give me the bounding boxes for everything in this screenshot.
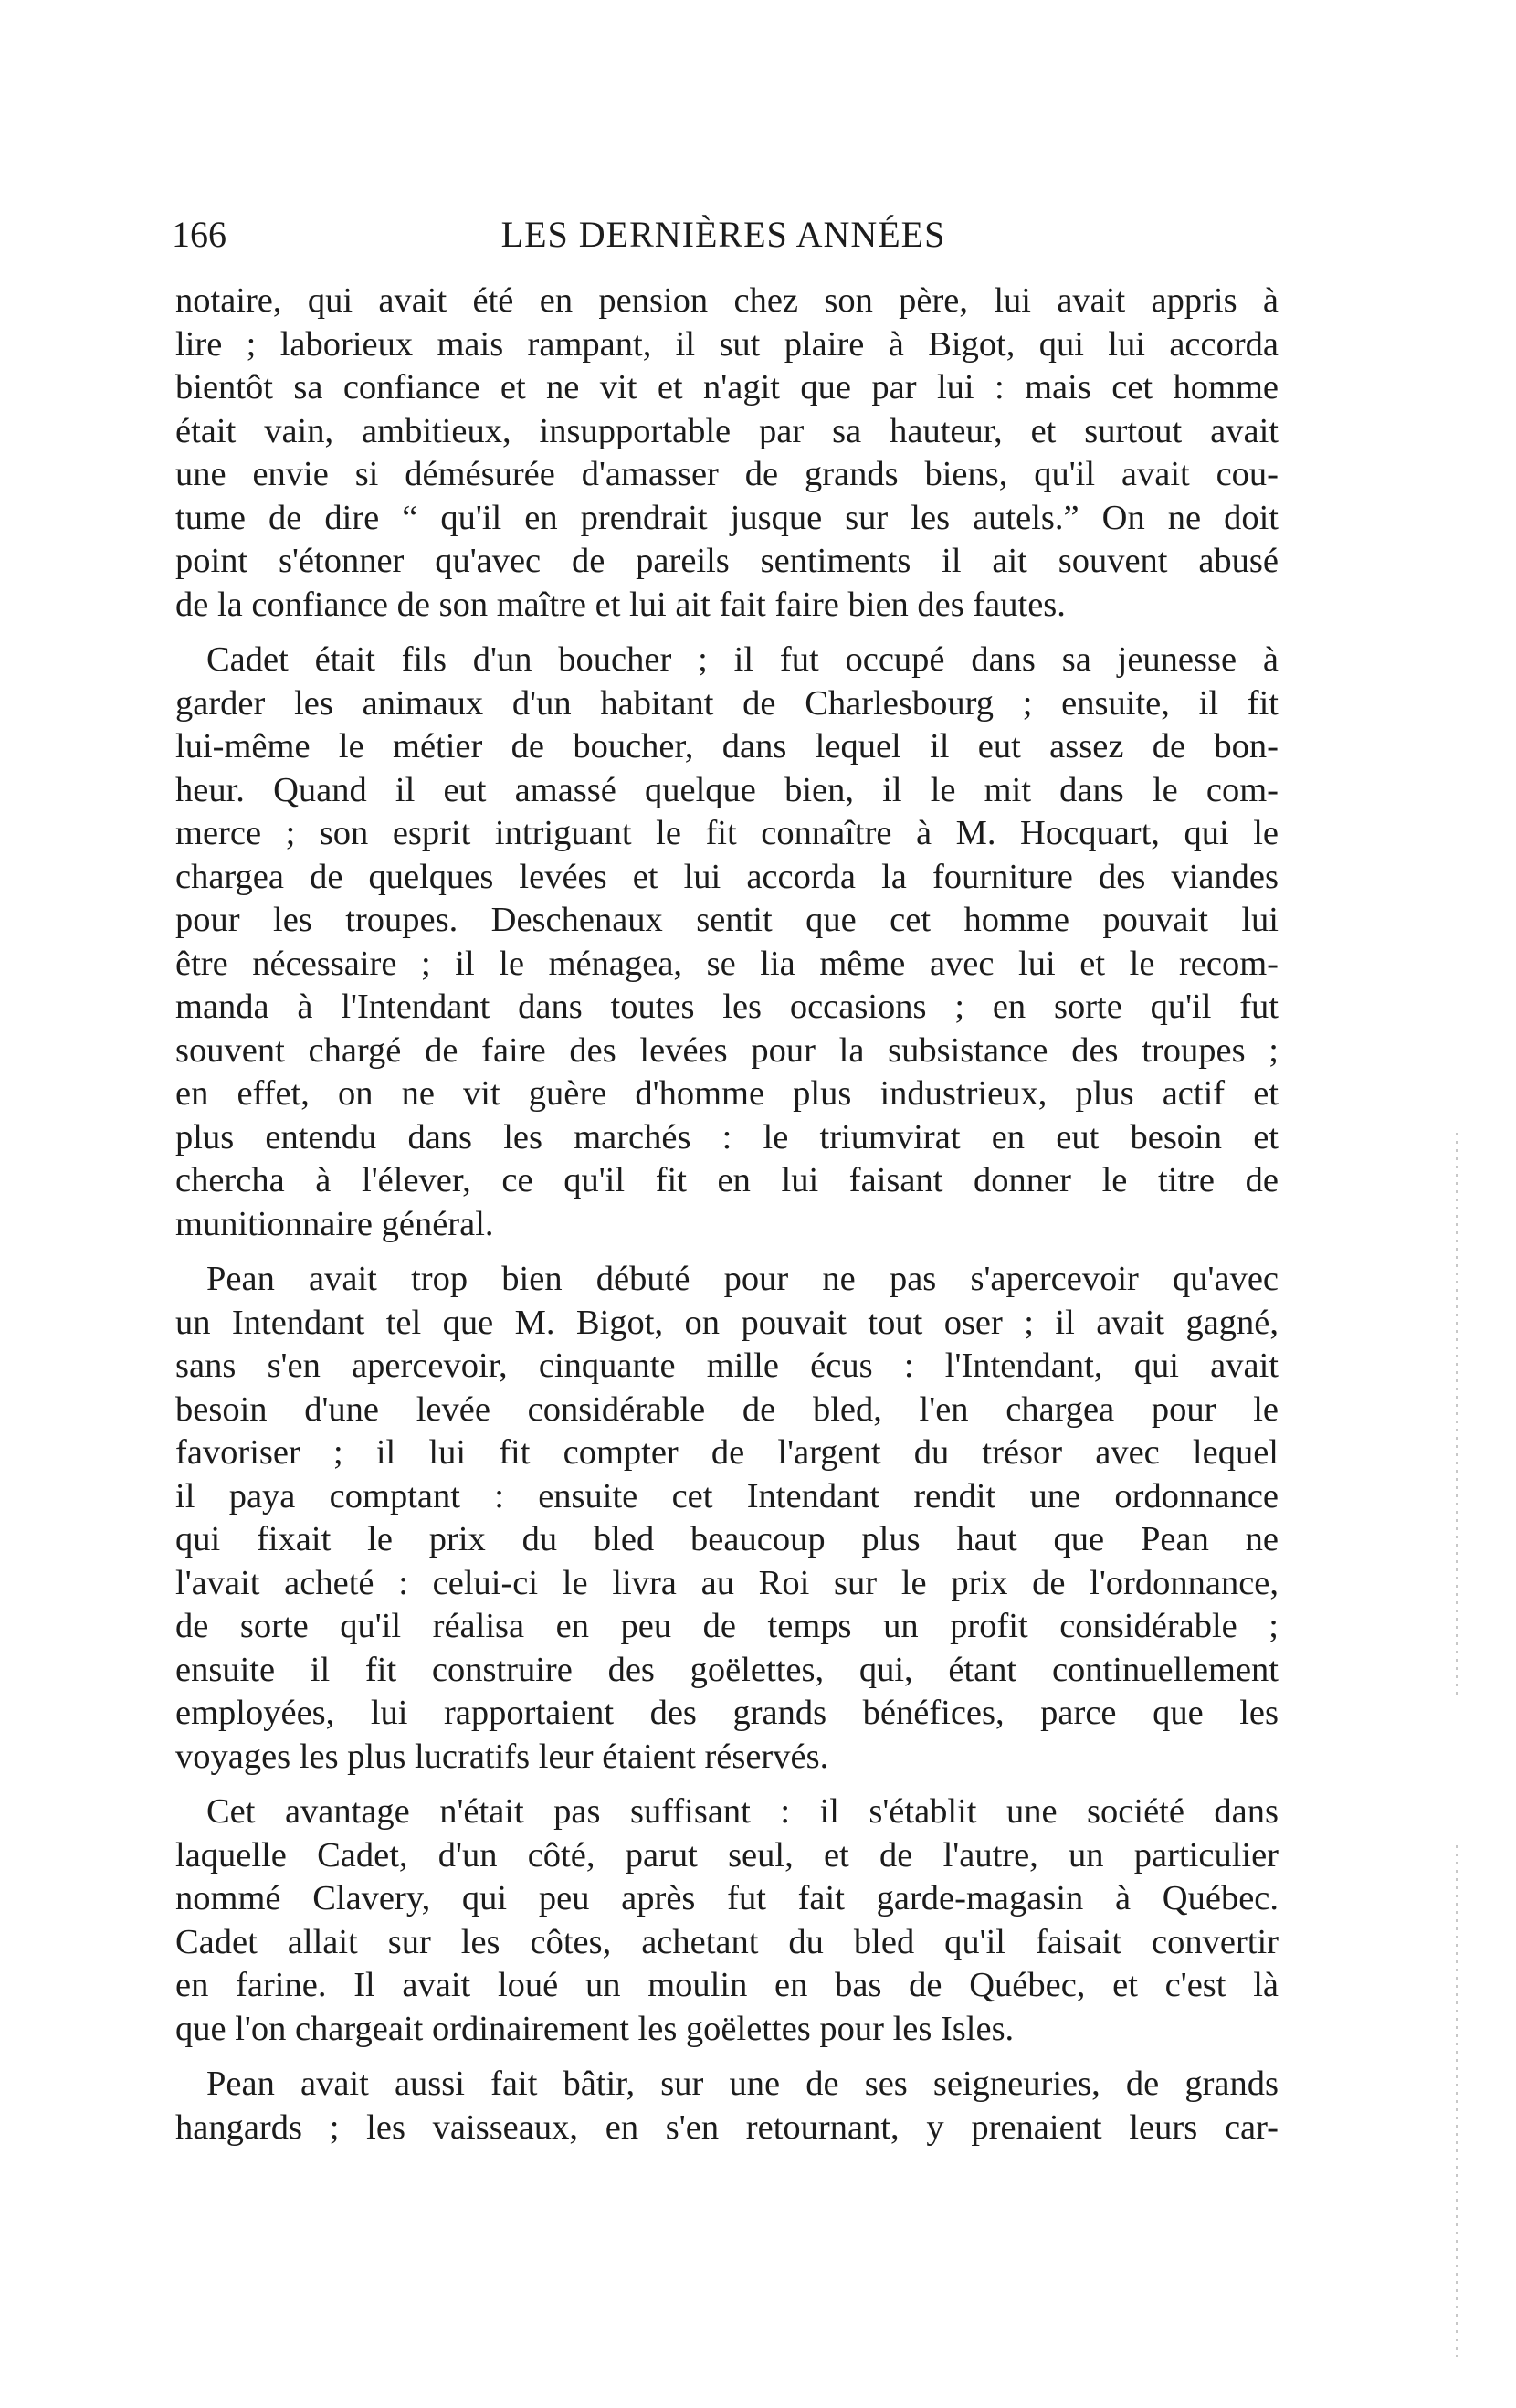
text-line: merce ; son esprit intriguant le fit connaître à M. Hocquart, qui le (175, 814, 1279, 852)
page-number: 166 (172, 214, 226, 255)
text-line: Cet avantage n'était pas suffisant : il s'établit une société dans (206, 1792, 1279, 1831)
scan-edge-mark (1456, 1845, 1458, 2357)
paragraph (175, 639, 1279, 1246)
text-line: point s'étonner qu'avec de pareils sentiments il ait souvent abusé (175, 542, 1279, 580)
text-line: de la confiance de son maître et lui ait fait faire bien des fautes. (175, 585, 1066, 624)
scan-edge-mark (1456, 1133, 1458, 1699)
text-line: heur. Quand il eut amassé quelque bien, il le mit dans le com- (175, 770, 1279, 809)
text-line: il paya comptant : ensuite cet Intendant rendit une ordonnance (175, 1476, 1279, 1516)
text-line: munitionnaire général. (175, 1204, 494, 1243)
text-line: était vain, ambitieux, insupportable par sa hauteur, et surtout avait (175, 411, 1279, 450)
paragraph (175, 1790, 1279, 2051)
text-line: employées, lui rapportaient des grands bénéfices, parce que les (175, 1694, 1279, 1732)
running-head (172, 212, 1275, 258)
text-line: laquelle Cadet, d'un côté, parut seul, et de l'autre, un particulier (175, 1835, 1279, 1875)
paragraph (175, 2063, 1279, 2149)
text-line: plus entendu dans les marchés : le triumvirat en eut besoin et (175, 1117, 1279, 1156)
text-line: en farine. Il avait loué un moulin en bas de Québec, et c'est là (175, 1966, 1279, 2004)
text-line: Cadet allait sur les côtes, achetant du bled qu'il faisait convertir (175, 1922, 1279, 1961)
text-line: qui fixait le prix du bled beaucoup plus haut que Pean ne (175, 1520, 1279, 1558)
text-line: bientôt sa confiance et ne vit et n'agit que par lui : mais cet homme (175, 368, 1279, 407)
text-line: chercha à l'élever, ce qu'il fit en lui faisant donner le titre de (175, 1161, 1279, 1199)
text-line: l'avait acheté : celui-ci le livra au Roi sur le prix de l'ordonnance, (175, 1563, 1279, 1602)
text-line: besoin d'une levée considérable de bled, l'en chargea pour le (175, 1389, 1279, 1429)
text-line: pour les troupes. Deschenaux sentit que cet homme pouvait lui (175, 901, 1279, 939)
text-line: Pean avait aussi fait bâtir, sur une de ses seigneuries, de grands (206, 2065, 1279, 2103)
paragraph (175, 1258, 1279, 1779)
text-line: une envie si démésurée d'amasser de grands biens, qu'il avait cou- (175, 455, 1279, 493)
paragraph (175, 280, 1279, 627)
text-line: hangards ; les vaisseaux, en s'en retournant, y prenaient leurs car- (175, 2107, 1279, 2147)
text-line: ensuite il fit construire des goëlettes, qui, étant continuellement (175, 1650, 1279, 1689)
text-line: garder les animaux d'un habitant de Charlesbourg ; ensuite, il fit (175, 683, 1279, 723)
text-line: de sorte qu'il réalisa en peu de temps un profit considérable ; (175, 1607, 1279, 1645)
text-line: tume de dire “ qu'il en prendrait jusque sur les autels.” On ne doit (175, 498, 1279, 537)
text-line: lui-même le métier de boucher, dans lequel il eut assez de bon- (175, 727, 1279, 766)
text-line: manda à l'Intendant dans toutes les occasions ; en sorte qu'il fut (175, 987, 1279, 1026)
text-line: un Intendant tel que M. Bigot, on pouvait tout oser ; il avait gagné, (175, 1303, 1279, 1342)
text-line: Cadet était fils d'un boucher ; il fut occupé dans sa jeunesse à (206, 640, 1279, 679)
body-text (175, 280, 1279, 2149)
text-line: lire ; laborieux mais rampant, il sut plaire à Bigot, qui lui accorda (175, 324, 1279, 364)
text-line: voyages les plus lucratifs leur étaient réservés. (175, 1737, 829, 1776)
text-line: chargea de quelques levées et lui accorda la fourniture des viandes (175, 857, 1279, 896)
text-line: Pean avait trop bien débuté pour ne pas s'apercevoir qu'avec (206, 1260, 1279, 1298)
text-line: nommé Clavery, qui peu après fut fait garde-magasin à Québec. (175, 1879, 1279, 1917)
text-line: notaire, qui avait été en pension chez son père, lui avait appris à (175, 281, 1279, 320)
running-title: LES DERNIÈRES ANNÉES (500, 214, 946, 255)
text-line: souvent chargé de faire des levées pour la subsistance des troupes ; (175, 1030, 1279, 1070)
text-line: favoriser ; il lui fit compter de l'argent du trésor avec lequel (175, 1433, 1279, 1472)
text-line: en effet, on ne vit guère d'homme plus industrieux, plus actif et (175, 1074, 1279, 1113)
text-line: sans s'en apercevoir, cinquante mille écus : l'Intendant, qui avait (175, 1347, 1279, 1385)
text-line: que l'on chargeait ordinairement les goëlettes pour les Isles. (175, 2009, 1015, 2048)
text-line: être nécessaire ; il le ménagea, se lia même avec lui et le recom- (175, 944, 1279, 983)
